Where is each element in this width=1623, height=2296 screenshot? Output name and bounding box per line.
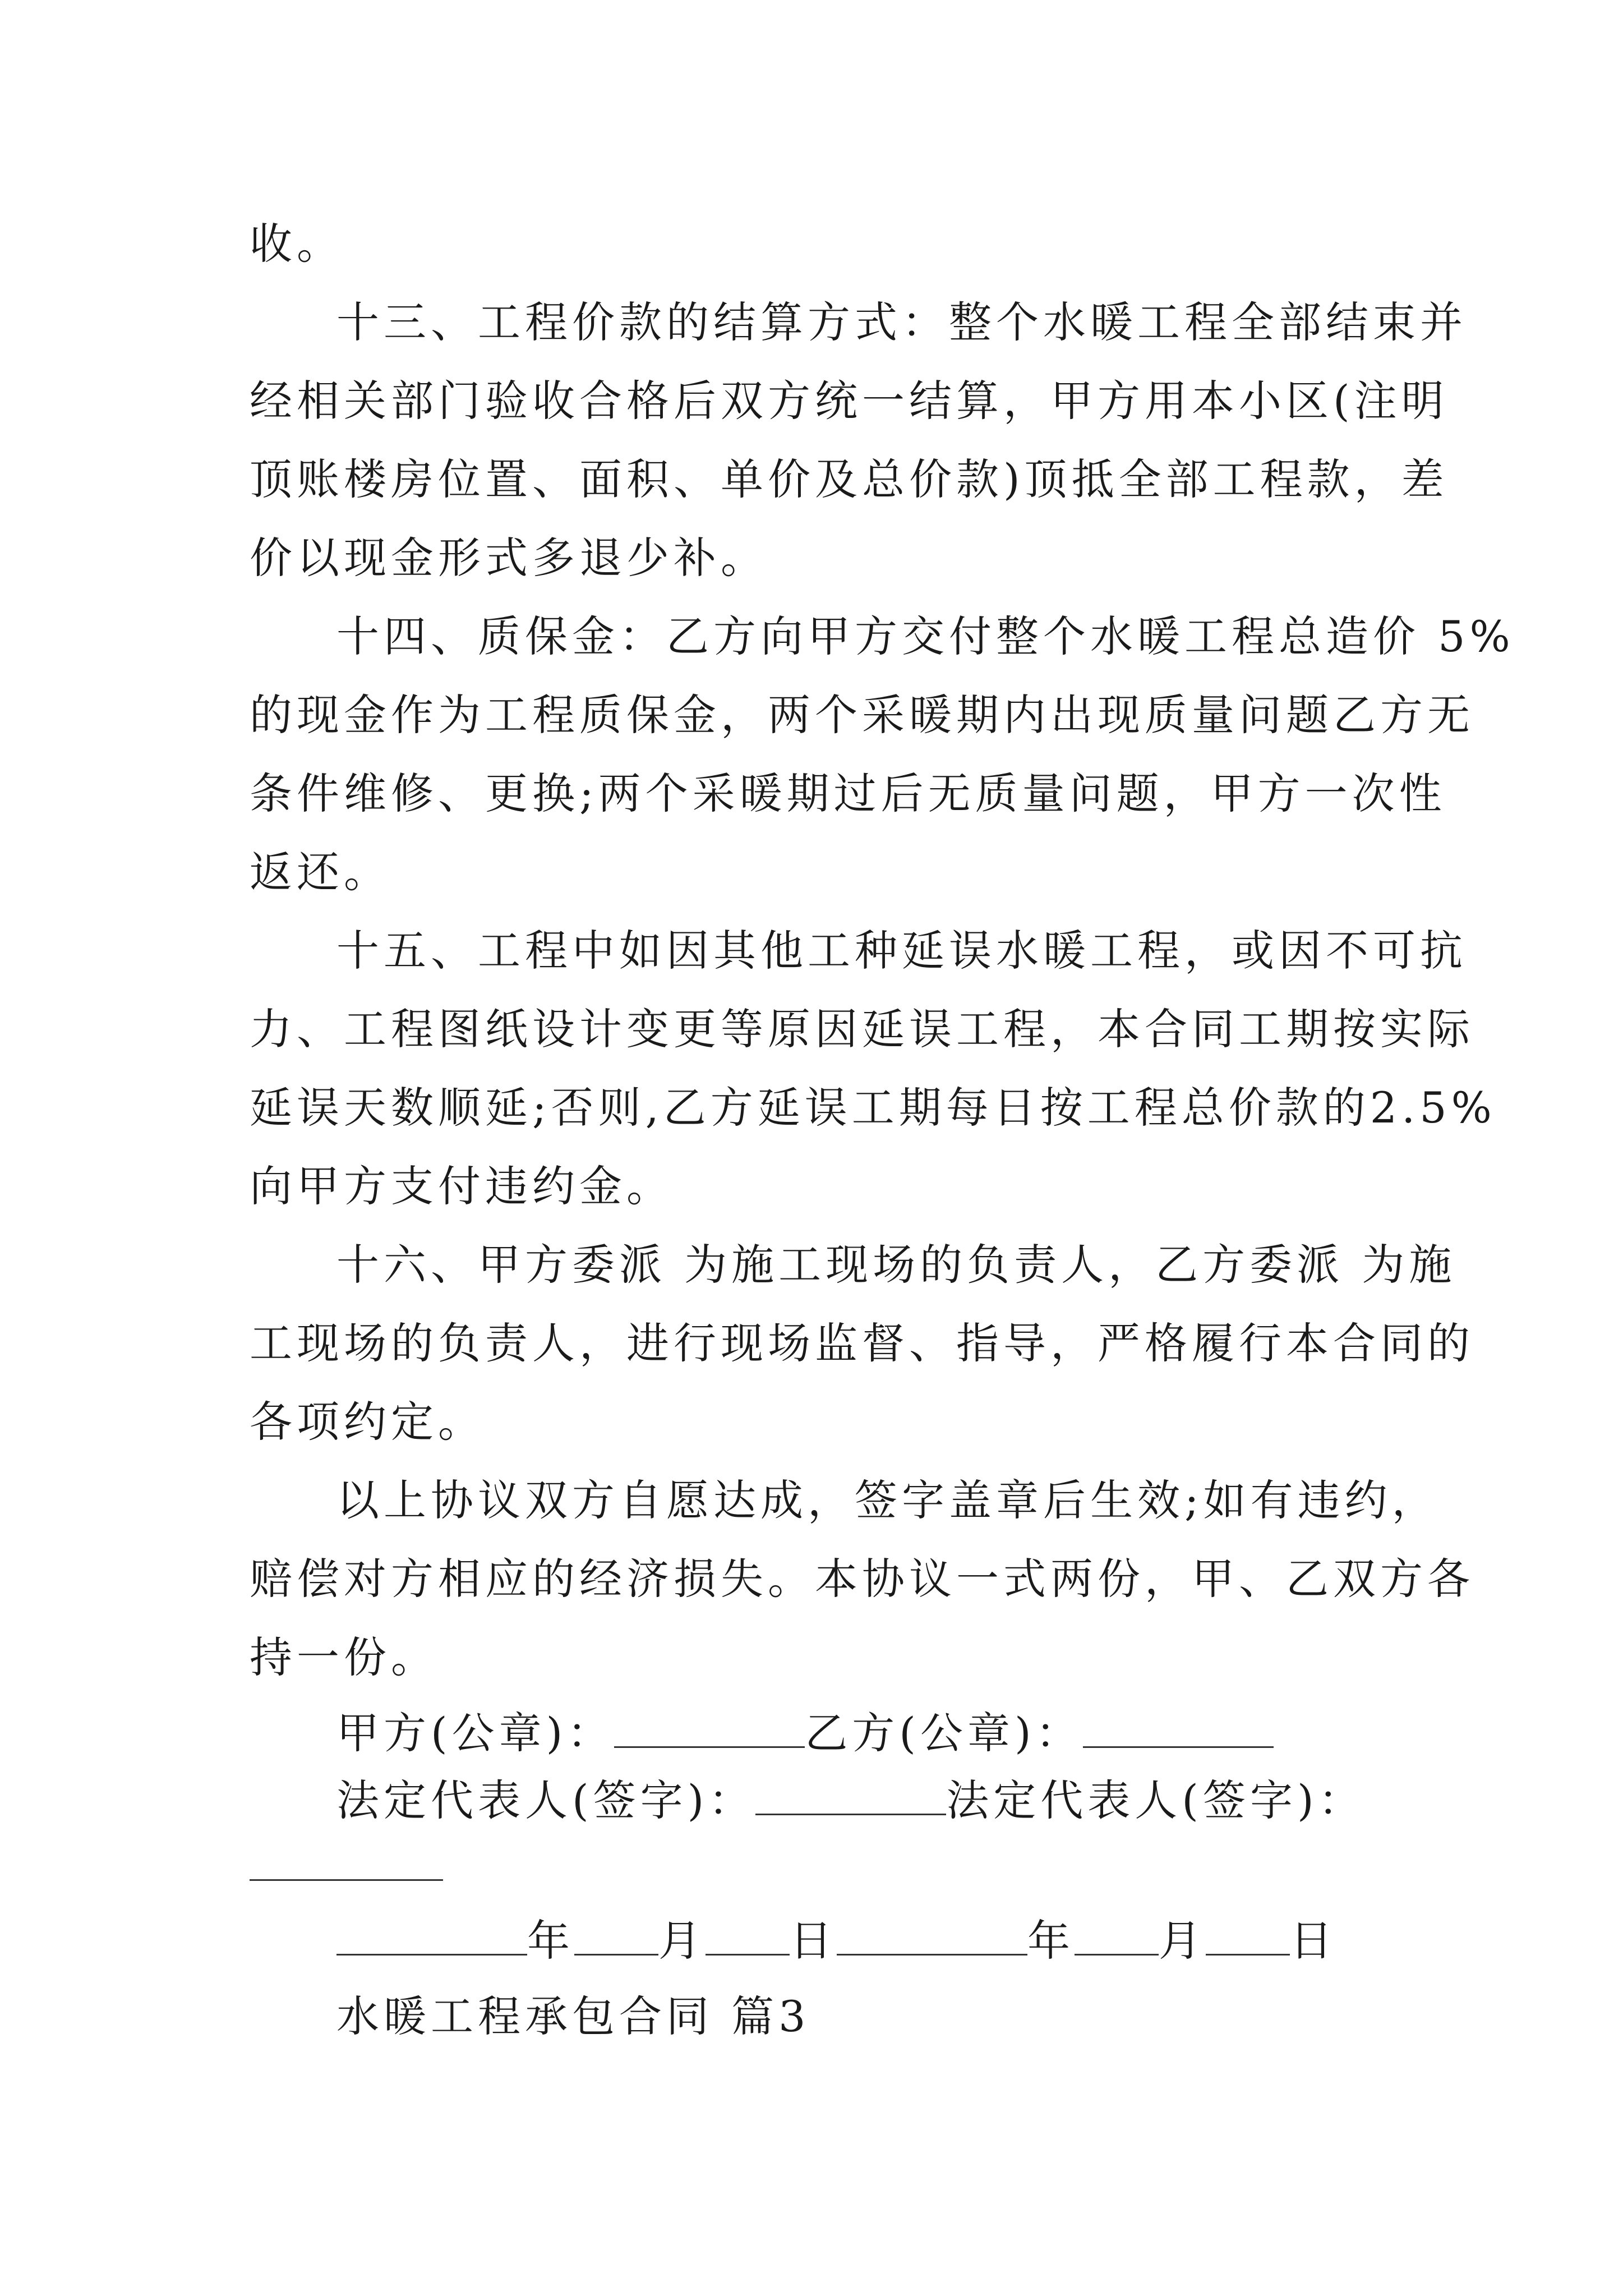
rep-a-label: 法定代表人(签字)： <box>336 1775 756 1825</box>
clause-13-line-1: 十三、工程价款的结算方式：整个水暖工程全部结束并 <box>336 297 1467 347</box>
month-b-label: 月 <box>1159 1916 1206 1966</box>
day-b-blank <box>1206 1913 1290 1955</box>
rep-a-blank <box>755 1773 946 1815</box>
clause-16-line-1: 十六、甲方委派 为施工现场的负责人，乙方委派 为施 <box>336 1240 1456 1290</box>
day-b-label: 日 <box>1290 1916 1337 1966</box>
year-b-label: 年 <box>1027 1916 1075 1966</box>
clause-14-line-2: 的现金作为工程质保金，两个采暖期内出现质量问题乙方无 <box>250 690 1474 740</box>
rep-b-blank <box>250 1879 443 1881</box>
month-a-label: 月 <box>658 1916 706 1966</box>
clause-15-line-3: 延误天数顺延;否则,乙方延误工期每日按工程总价款的2.5% <box>250 1083 1496 1133</box>
closing-line-2: 赔偿对方相应的经济损失。本协议一式两份，甲、乙双方各 <box>250 1554 1474 1604</box>
clause-15-line-1: 十五、工程中如因其他工种延误水暖工程，或因不可抗 <box>336 926 1467 976</box>
clause-16-line-3: 各项约定。 <box>250 1397 485 1447</box>
clause-14-line-1: 十四、质保金：乙方向甲方交付整个水暖工程总造价 5% <box>336 611 1515 661</box>
day-a-label: 日 <box>790 1916 837 1966</box>
seal-row <box>336 1705 1481 1761</box>
closing-line-1: 以上协议双方自愿达成，签字盖章后生效;如有违约， <box>336 1475 1439 1525</box>
paragraph-line: 收。 <box>250 219 344 269</box>
party-b-seal-blank <box>1083 1706 1274 1748</box>
next-section-heading: 水暖工程承包合同 篇3 <box>336 1991 810 2041</box>
party-b-seal-label: 乙方(公章)： <box>805 1708 1083 1758</box>
clause-15-line-2: 力、工程图纸设计变更等原因延误工程，本合同工期按实际 <box>250 1004 1474 1054</box>
closing-line-3: 持一份。 <box>250 1632 438 1682</box>
party-a-seal-blank <box>614 1706 805 1748</box>
year-a-label: 年 <box>527 1916 574 1966</box>
rep-b-label: 法定代表人(签字)： <box>946 1775 1366 1825</box>
clause-14-line-3: 条件维修、更换;两个采暖期过后无质量问题，甲方一次性 <box>250 769 1446 818</box>
clause-16-line-2: 工现场的负责人，进行现场监督、指导，严格履行本合同的 <box>250 1318 1474 1368</box>
clause-13-line-2: 经相关部门验收合格后双方统一结算，甲方用本小区(注明 <box>250 376 1449 426</box>
year-b-blank <box>837 1913 1027 1955</box>
clause-15-line-4: 向甲方支付违约金。 <box>250 1161 674 1211</box>
day-a-blank <box>706 1913 790 1955</box>
month-b-blank <box>1075 1913 1159 1955</box>
year-a-blank <box>336 1913 527 1955</box>
date-row <box>336 1913 1481 1969</box>
clause-13-line-4: 价以现金形式多退少补。 <box>250 533 768 583</box>
clause-14-line-4: 返还。 <box>250 847 391 897</box>
month-a-blank <box>574 1913 658 1955</box>
representative-row <box>336 1773 1481 1829</box>
party-a-seal-label: 甲方(公章)： <box>336 1708 615 1758</box>
clause-13-line-3: 顶账楼房位置、面积、单价及总价款)顶抵全部工程款，差 <box>250 454 1449 504</box>
